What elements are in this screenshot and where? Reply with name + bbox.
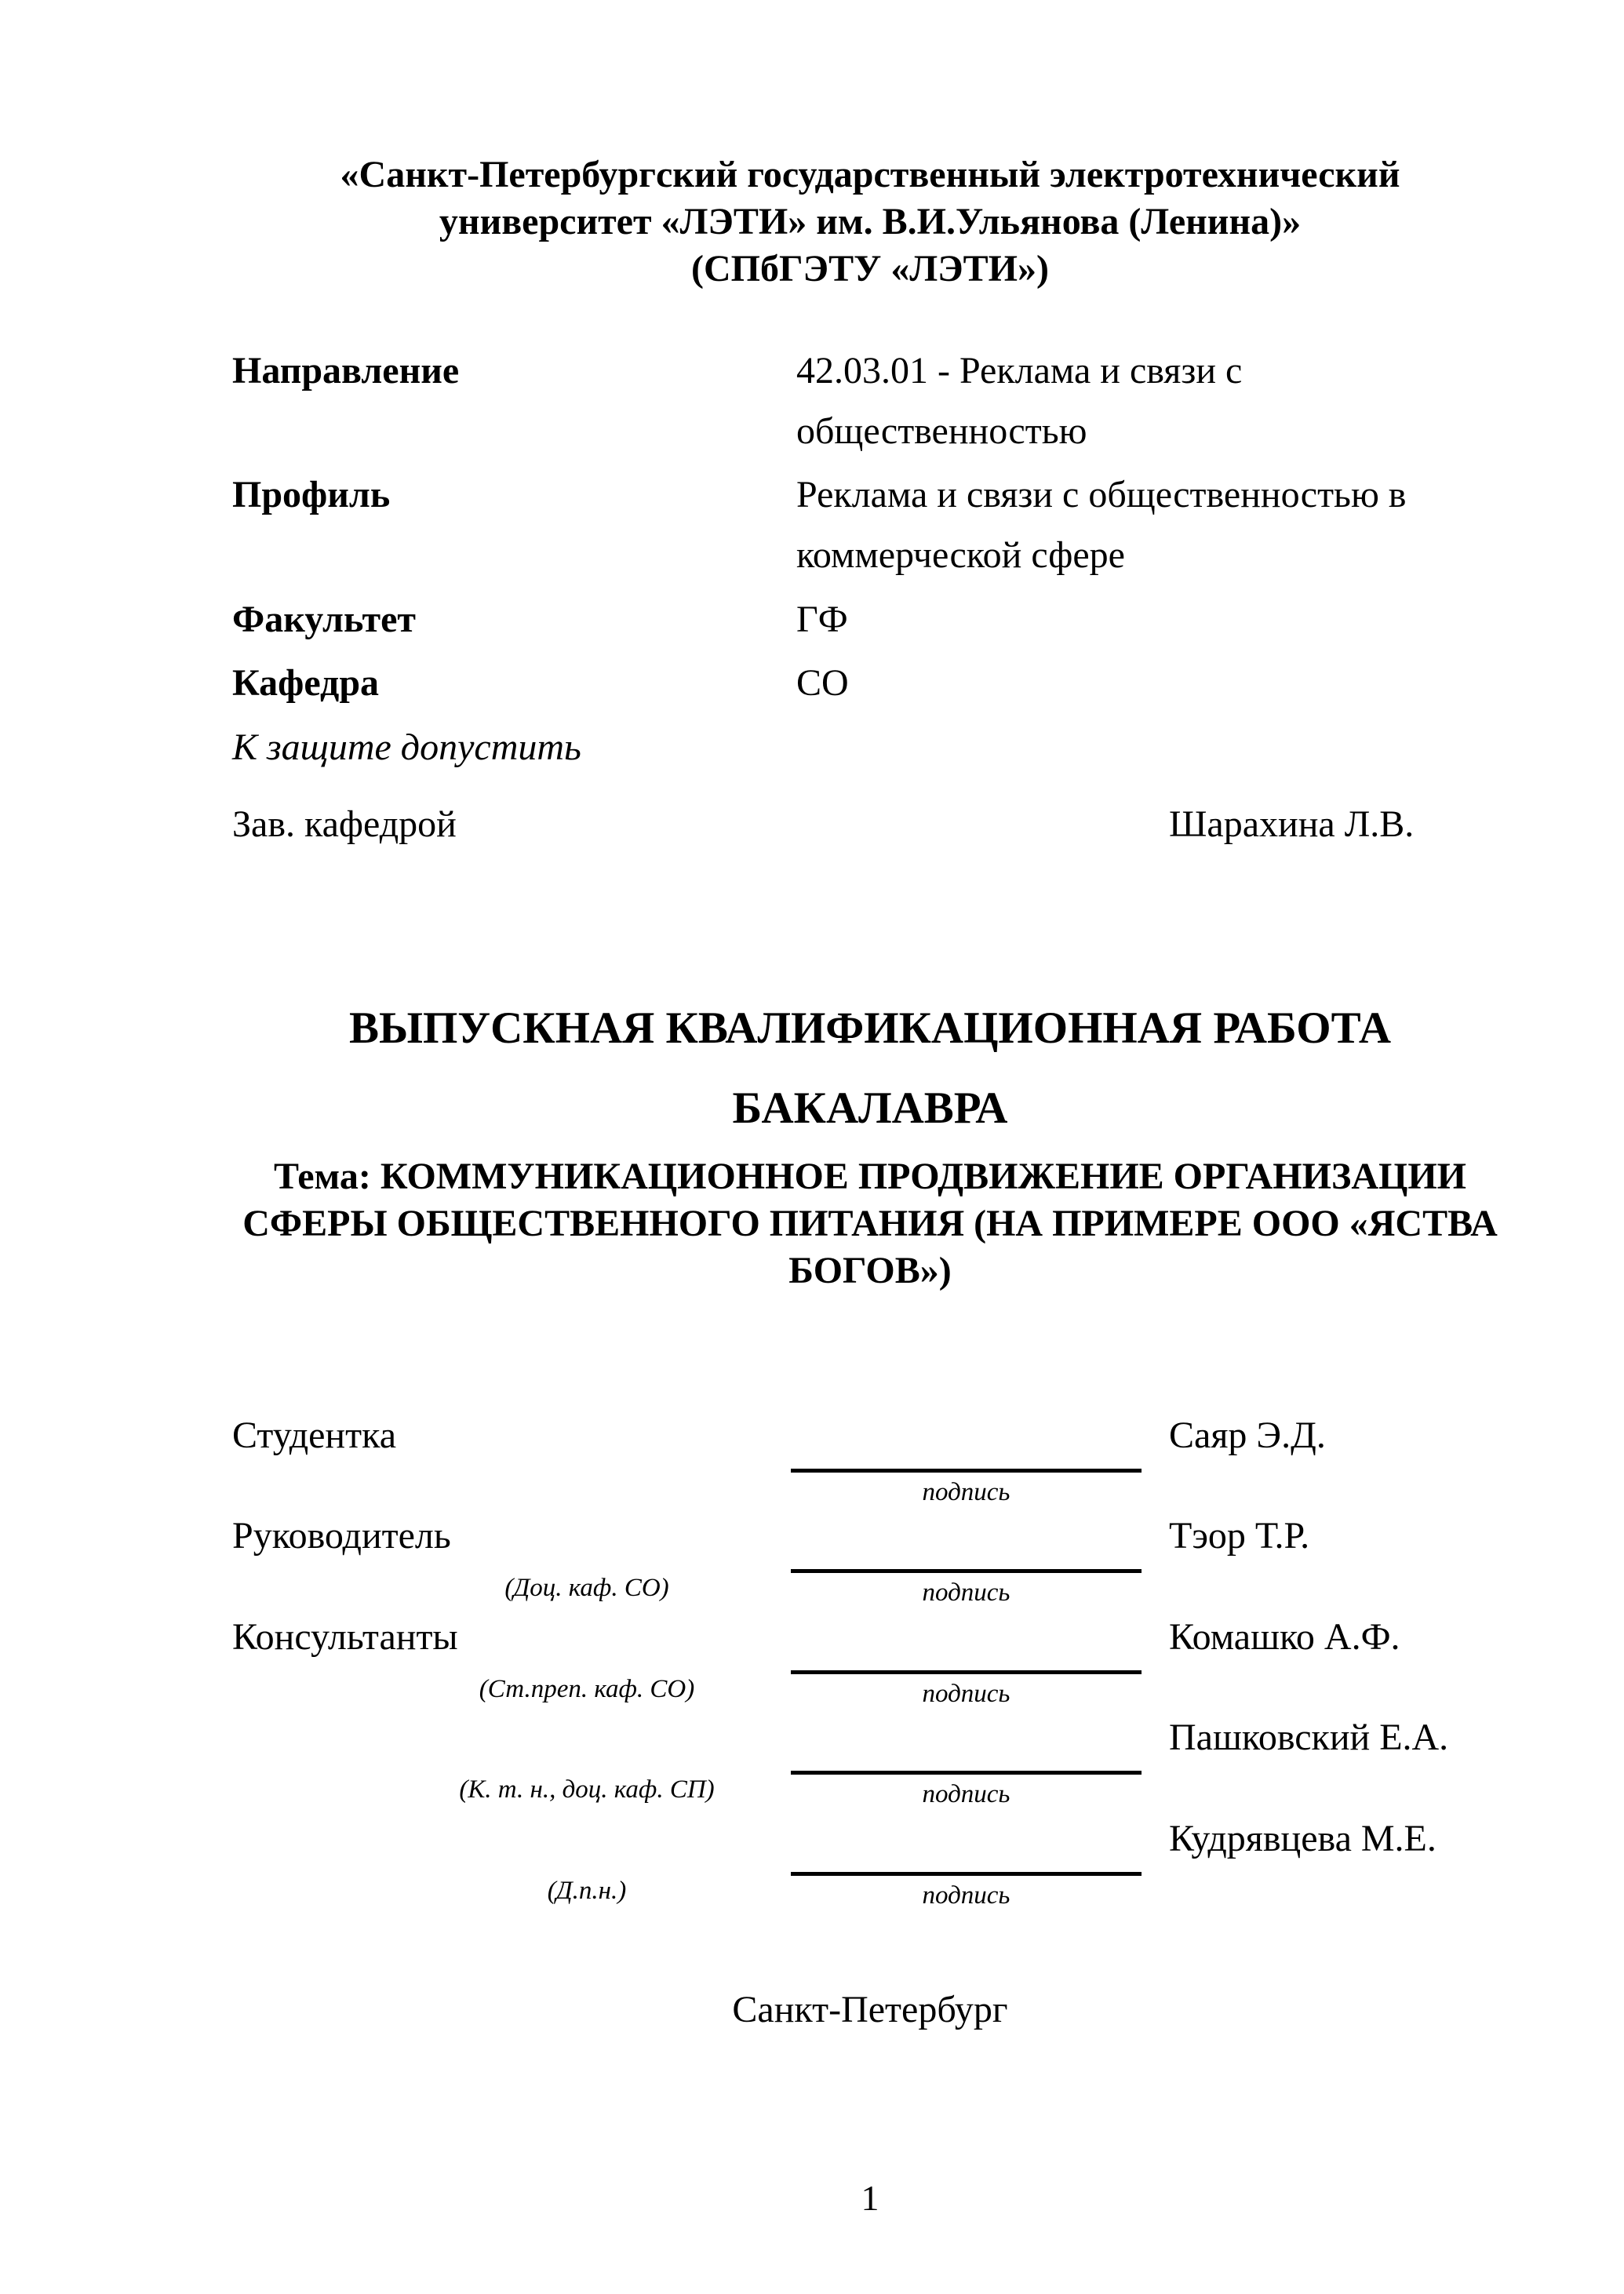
admission-note: К защите допустить bbox=[232, 726, 581, 768]
signature-role-consultants: Консультанты bbox=[232, 1616, 458, 1658]
signature-qualification-consultant3: (Д.п.н.) bbox=[547, 1877, 627, 1905]
signature-line bbox=[791, 1872, 1142, 1876]
signature-name-consultant2: Пашковский Е.А. bbox=[1169, 1717, 1449, 1758]
field-label-department: Кафедра bbox=[232, 662, 380, 704]
signature-role-student: Студентка bbox=[232, 1415, 396, 1456]
work-type-line2: БАКАЛАВРА bbox=[732, 1083, 1008, 1133]
signature-caption: подпись bbox=[922, 1478, 1010, 1506]
field-value-direction: 42.03.01 - Реклама и связи с общественностью bbox=[796, 350, 1243, 452]
field-value-faculty: ГФ bbox=[796, 599, 848, 640]
field-label-direction: Направление bbox=[232, 350, 460, 391]
field-label-profile: Профиль bbox=[232, 474, 391, 515]
signature-qualification-consultant1: (Ст.преп. каф. СО) bbox=[479, 1675, 695, 1703]
signature-qualification-consultant2: (К. т. н., доц. каф. СП) bbox=[459, 1775, 715, 1804]
signature-name-consultant3: Кудрявцева М.Е. bbox=[1169, 1818, 1436, 1859]
signature-line bbox=[791, 1569, 1142, 1573]
page-number: 1 bbox=[861, 2178, 879, 2218]
signature-role-supervisor: Руководитель bbox=[232, 1515, 451, 1557]
work-type-line1: ВЫПУСКНАЯ КВАЛИФИКАЦИОННАЯ РАБОТА bbox=[348, 1003, 1391, 1053]
field-value-department: СО bbox=[796, 662, 849, 704]
department-head-label: Зав. кафедрой bbox=[232, 803, 457, 845]
signature-line bbox=[791, 1771, 1142, 1775]
signature-caption: подпись bbox=[922, 1780, 1010, 1808]
signature-line bbox=[791, 1670, 1142, 1674]
university-name: «Санкт-Петербургский государственный электротехнический университет «ЛЭТИ» им. В.И.Ульянова (Ленина)» bbox=[340, 154, 1400, 242]
field-label-faculty: Факультет bbox=[232, 599, 416, 640]
signature-qualification-supervisor: (Доц. каф. СО) bbox=[504, 1574, 669, 1602]
signature-name-supervisor: Тэор Т.Р. bbox=[1169, 1515, 1310, 1557]
signature-caption: подпись bbox=[922, 1578, 1010, 1607]
signature-name-student: Саяр Э.Д. bbox=[1169, 1415, 1326, 1456]
department-head-name: Шарахина Л.В. bbox=[1169, 803, 1415, 845]
signature-line bbox=[791, 1469, 1142, 1473]
signature-caption: подпись bbox=[922, 1881, 1010, 1910]
university-header bbox=[232, 151, 1508, 293]
field-value-profile: Реклама и связи с общественностью в коммерческой сфере bbox=[796, 474, 1407, 576]
signature-name-consultant1: Комашко А.Ф. bbox=[1169, 1616, 1400, 1658]
city-label: Санкт-Петербург bbox=[732, 1989, 1008, 2030]
work-topic: Тема: КОММУНИКАЦИОННОЕ ПРОДВИЖЕНИЕ ОРГАНИЗАЦИИ СФЕРЫ ОБЩЕСТВЕННОГО ПИТАНИЯ (НА ПРИМЕРЕ ООО «ЯСТВА БОГОВ») bbox=[242, 1156, 1498, 1291]
university-abbreviation: (СПбГЭТУ «ЛЭТИ») bbox=[691, 248, 1049, 289]
signature-caption: подпись bbox=[922, 1680, 1010, 1708]
